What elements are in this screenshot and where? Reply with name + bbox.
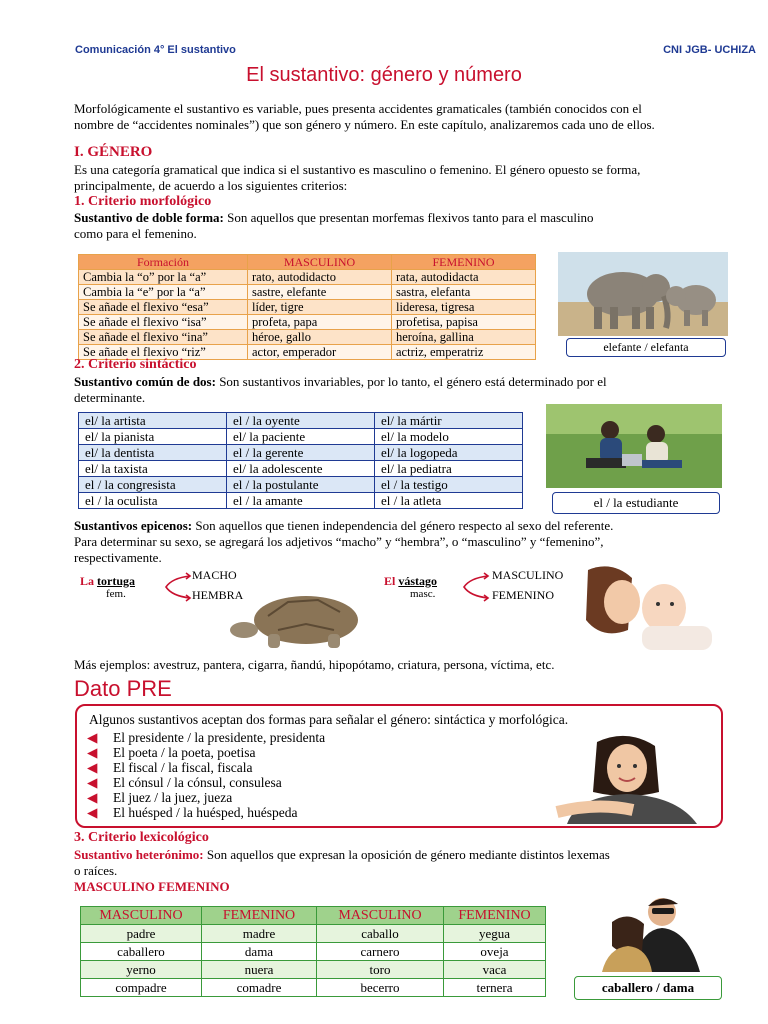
gender-fem: fem.	[106, 588, 126, 600]
mother-baby-image	[582, 560, 722, 652]
section-genero-heading: I. GÉNERO	[74, 144, 153, 160]
morfologico-def-1: Son aquellos que presentan morfemas flexivos tanto para el masculino	[223, 210, 594, 225]
table-cell: el / la oculista	[79, 493, 227, 509]
list-item	[87, 745, 325, 760]
lexicologico-definition	[74, 847, 694, 879]
bullet-arrow-icon: ◀	[87, 760, 98, 775]
label-masculino: MASCULINO	[492, 568, 564, 582]
comun-de-dos-table	[78, 412, 523, 509]
table-cell: el/ la taxista	[79, 461, 227, 477]
table-cell: el/ la dentista	[79, 445, 227, 461]
col-header: FEMENINO	[392, 255, 536, 270]
table-row	[79, 445, 523, 461]
table-cell: caballero	[81, 943, 202, 961]
criterio-lexicologico-heading: 3. Criterio lexicológico	[74, 830, 209, 845]
dato-intro: Algunos sustantivos aceptan dos formas para señalar el género: sintáctica y morfológica.	[89, 712, 569, 727]
elephant-caption: elefante / elefanta	[566, 338, 726, 357]
heteronimo-table	[80, 906, 546, 997]
table-cell: el/ la adolescente	[227, 461, 375, 477]
table-cell: sastra, elefanta	[392, 285, 536, 300]
table-cell: yegua	[444, 925, 546, 943]
morfologico-def-2: como para el femenino.	[74, 226, 197, 241]
table-cell: Cambia la “o” por la “a”	[79, 270, 248, 285]
students-image	[546, 404, 722, 488]
genero-line-2: principalmente, de acuerdo a los siguientes criterios:	[74, 178, 348, 193]
table-cell: Se añade el flexivo “isa”	[79, 315, 248, 330]
table-row	[79, 300, 536, 315]
table-cell: compadre	[81, 979, 202, 997]
masculino-femenino-label: MASCULINO FEMENINO	[74, 879, 230, 894]
table-row	[81, 979, 546, 997]
table-cell: el / la congresista	[79, 477, 227, 493]
sintactico-def-2: determinante.	[74, 390, 146, 405]
table-cell: el/ la modelo	[375, 429, 523, 445]
label-hembra: HEMBRA	[192, 588, 244, 602]
term-comun-de-dos: Sustantivo común de dos:	[74, 374, 216, 389]
sintactico-definition	[74, 374, 674, 406]
page-title: El sustantivo: género y número	[246, 64, 522, 86]
epicenos-def-3: respectivamente.	[74, 550, 162, 565]
table-cell: vaca	[444, 961, 546, 979]
col-header: Formación	[79, 255, 248, 270]
table-row	[79, 477, 523, 493]
table-cell: caballo	[317, 925, 444, 943]
table-cell: el / la amante	[227, 493, 375, 509]
epicenos-def-1: Son aquellos que tienen independencia del género respecto al sexo del referente.	[192, 518, 614, 533]
table-cell: padre	[81, 925, 202, 943]
table-header-row	[79, 255, 536, 270]
example-vastago	[384, 568, 584, 608]
list-item	[87, 760, 325, 775]
word-tortuga: tortuga	[97, 574, 136, 588]
dato-pre-heading: Dato PRE	[74, 676, 172, 701]
col-header: FEMENINO	[202, 907, 317, 925]
header-right: CNI JGB- UCHIZA	[663, 44, 756, 56]
table-cell: oveja	[444, 943, 546, 961]
list-item-text: El presidente / la presidente, presidenta	[113, 730, 326, 745]
table-cell: rata, autodidacta	[392, 270, 536, 285]
woman-image	[537, 732, 713, 824]
list-item-text: El poeta / la poeta, poetisa	[113, 745, 256, 760]
table-cell: ternera	[444, 979, 546, 997]
criterio-morfologico-heading: 1. Criterio morfológico	[74, 194, 212, 209]
bullet-arrow-icon: ◀	[87, 745, 98, 760]
table-cell: madre	[202, 925, 317, 943]
table-cell: Se añade el flexivo “riz”	[79, 345, 248, 360]
table-row	[79, 429, 523, 445]
list-item	[87, 730, 325, 745]
label-macho: MACHO	[192, 568, 237, 582]
genero-paragraph	[74, 162, 754, 194]
table-cell: el/ la logopeda	[375, 445, 523, 461]
list-item	[87, 775, 325, 790]
table-cell: sastre, elefante	[248, 285, 392, 300]
table-cell: becerro	[317, 979, 444, 997]
table-row	[79, 493, 523, 509]
branch-arrows-icon	[162, 570, 192, 604]
table-cell: líder, tigre	[248, 300, 392, 315]
table-cell: el / la postulante	[227, 477, 375, 493]
col-header: MASCULINO	[81, 907, 202, 925]
students-caption: el / la estudiante	[552, 492, 720, 514]
table-cell: Se añade el flexivo “ina”	[79, 330, 248, 345]
table-cell: el / la gerente	[227, 445, 375, 461]
table-row	[81, 925, 546, 943]
col-header: MASCULINO	[248, 255, 392, 270]
lexicologico-def-1: Son aquellos que expresan la oposición de género mediante distintos lexemas	[203, 847, 610, 862]
table-row	[79, 413, 523, 429]
list-item	[87, 805, 325, 820]
table-row	[79, 270, 536, 285]
dato-pre-box	[75, 704, 723, 828]
intro-line-1: Morfológicamente el sustantivo es variable, pues presenta accidentes gramaticales (también conocidos con el	[74, 101, 642, 116]
tortuga-word	[80, 574, 135, 589]
doble-forma-table	[78, 254, 536, 360]
list-item	[87, 790, 325, 805]
elephants-image	[558, 252, 728, 336]
epicenos-def-2: Para determinar su sexo, se agregará los adjetivos “macho” y “hembra”, o “masculino” y “femenino”,	[74, 534, 604, 549]
criterio-sintactico-heading: 2. Criterio sintáctico	[74, 357, 197, 372]
table-cell: toro	[317, 961, 444, 979]
table-cell: nuera	[202, 961, 317, 979]
table-cell: el/ la pianista	[79, 429, 227, 445]
table-cell: el/ la mártir	[375, 413, 523, 429]
gender-masc: masc.	[410, 588, 436, 600]
list-item-text: El juez / la juez, jueza	[113, 790, 233, 805]
vastago-word	[384, 574, 437, 589]
epicenos-definition	[74, 518, 754, 566]
table-header-row	[81, 907, 546, 925]
table-row	[79, 315, 536, 330]
list-item-text: El cónsul / la cónsul, consulesa	[113, 775, 282, 790]
word-vastago: vástago	[398, 574, 438, 588]
table-row	[79, 285, 536, 300]
intro-paragraph	[74, 101, 754, 133]
table-cell: yerno	[81, 961, 202, 979]
article-el: El	[384, 574, 396, 588]
table-cell: actriz, emperatriz	[392, 345, 536, 360]
table-row	[81, 943, 546, 961]
table-cell: heroína, gallina	[392, 330, 536, 345]
sintactico-def-1: Son sustantivos invariables, por lo tanto, el género está determinado por el	[215, 374, 607, 389]
table-row	[79, 330, 536, 345]
list-item-text: El fiscal / la fiscal, fiscala	[113, 760, 253, 775]
table-cell: Se añade el flexivo “esa”	[79, 300, 248, 315]
intro-line-2: nombre de “accidentes nominales”) que son género y número. En este capítulo, analizaremos cada uno de ellos.	[74, 117, 655, 132]
turtle-image	[228, 590, 378, 652]
term-heteronimo: Sustantivo heterónimo:	[74, 847, 204, 862]
bullet-arrow-icon: ◀	[87, 775, 98, 790]
couple-image	[582, 892, 712, 972]
table-row	[79, 461, 523, 477]
genero-line-1: Es una categoría gramatical que indica si el sustantivo es masculino o femenino. El género opuesto se forma,	[74, 162, 641, 177]
table-cell: rato, autodidacto	[248, 270, 392, 285]
table-cell: héroe, gallo	[248, 330, 392, 345]
col-header: MASCULINO	[317, 907, 444, 925]
couple-caption: caballero / dama	[574, 976, 722, 1000]
table-cell: profeta, papa	[248, 315, 392, 330]
list-item-text: El huésped / la huésped, huéspeda	[113, 805, 298, 820]
bullet-arrow-icon: ◀	[87, 790, 98, 805]
article-la: La	[80, 574, 95, 588]
header-left: Comunicación 4° El sustantivo	[75, 44, 236, 56]
col-header: FEMENINO	[444, 907, 546, 925]
branch-arrows-icon	[460, 570, 490, 604]
term-epicenos: Sustantivos epicenos:	[74, 518, 193, 533]
more-examples: Más ejemplos: avestruz, pantera, cigarra, ñandú, hipopótamo, criatura, persona, víctima, etc.	[74, 657, 555, 672]
table-cell: el / la oyente	[227, 413, 375, 429]
table-cell: actor, emperador	[248, 345, 392, 360]
table-cell: lideresa, tigresa	[392, 300, 536, 315]
lexicologico-def-2: o raíces.	[74, 863, 118, 878]
table-cell: el / la atleta	[375, 493, 523, 509]
label-femenino: FEMENINO	[492, 588, 554, 602]
bullet-arrow-icon: ◀	[87, 805, 98, 820]
table-cell: carnero	[317, 943, 444, 961]
table-cell: el/ la paciente	[227, 429, 375, 445]
dato-list	[87, 730, 325, 820]
table-cell: Cambia la “e” por la “a”	[79, 285, 248, 300]
table-cell: dama	[202, 943, 317, 961]
table-row	[81, 961, 546, 979]
table-cell: el / la testigo	[375, 477, 523, 493]
term-doble-forma: Sustantivo de doble forma:	[74, 210, 224, 225]
table-cell: profetisa, papisa	[392, 315, 536, 330]
table-cell: comadre	[202, 979, 317, 997]
morfologico-definition	[74, 210, 674, 242]
table-cell: el/ la artista	[79, 413, 227, 429]
bullet-arrow-icon: ◀	[87, 730, 98, 745]
table-cell: el/ la pediatra	[375, 461, 523, 477]
